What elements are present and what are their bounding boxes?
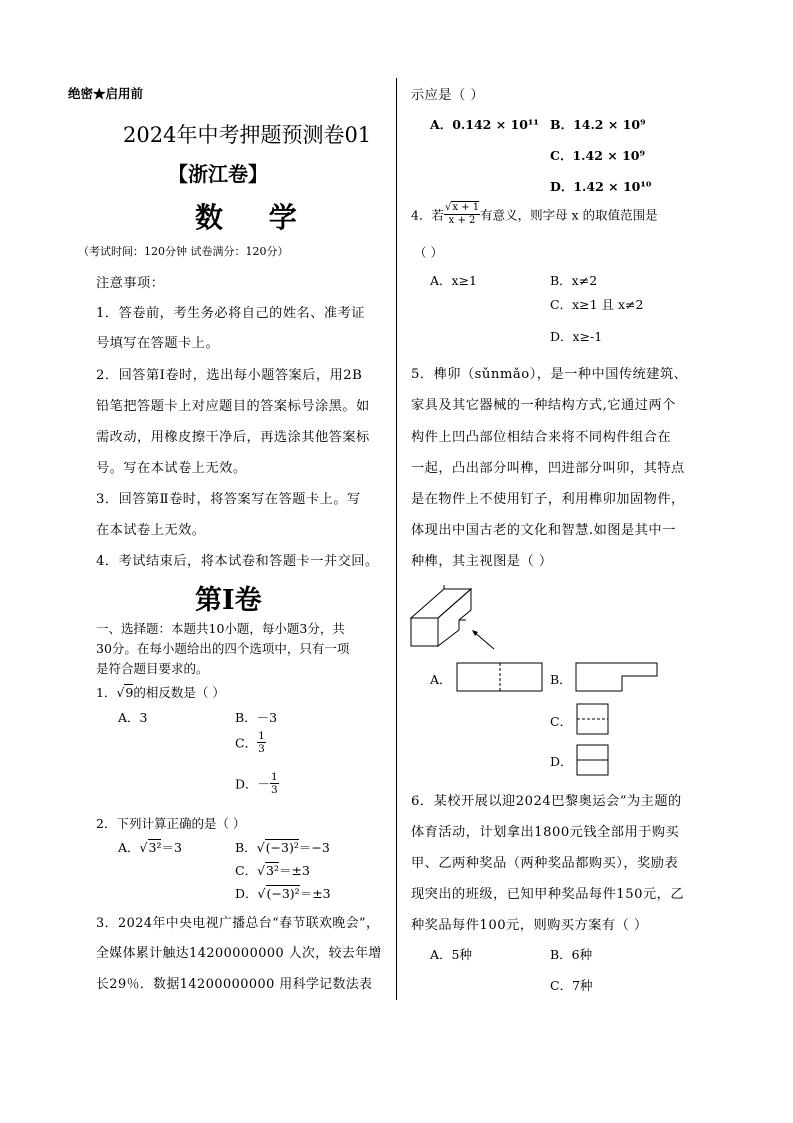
note-line: 号填写在答题卡上。 xyxy=(96,336,220,351)
section-intro-line: 一、选择题：本题共10小题，每小题3分，共 xyxy=(96,621,345,636)
column-divider xyxy=(396,78,397,1000)
section-intro-line: 30分。在每小题给出的四个选项中，只有一项 xyxy=(96,641,350,656)
note-line: 2．回答第Ⅰ卷时，选出每小题答案后，用2B xyxy=(96,368,363,383)
question-5-line: 种榫，其主视图是（ ） xyxy=(411,554,553,569)
q5-option-a-figure xyxy=(456,662,544,694)
q2-option-a[interactable]: A．√3²＝3 xyxy=(118,840,182,855)
question-3-continued: 示应是（ ） xyxy=(411,88,485,103)
q1-option-c[interactable]: C． $\frac{1}{3}$ xyxy=(235,730,265,755)
region-label: 【浙江卷】 xyxy=(168,162,268,186)
question-6-line: 现突出的班级，已知甲种奖品每件150元，乙 xyxy=(411,887,685,902)
q3-option-c[interactable]: C．1.42 × 10⁹ xyxy=(550,148,645,163)
q5-option-b-figure xyxy=(575,662,659,694)
page-title: 2024年中考押题预测卷01 xyxy=(123,123,372,147)
note-line: 在本试卷上无效。 xyxy=(96,523,206,538)
subject-title: 数 学 xyxy=(195,201,315,234)
note-line: 3．回答第Ⅱ卷时，将答案写在答题卡上。写 xyxy=(96,492,361,507)
question-3-line: 长29％．数据14200000000 用科学记数法表 xyxy=(96,977,373,992)
question-6-line: 种奖品每件100元，则购买方案有（ ） xyxy=(411,918,648,933)
question-6-line: 6．某校开展以迎2024巴黎奥运会”为主题的 xyxy=(411,794,682,809)
q5-option-d-figure xyxy=(576,744,610,778)
question-6-line: 体育活动，计划拿出1800元钱全部用于购买 xyxy=(411,825,680,840)
question-5-line: 构件上凹凸部位相结合来将不同构件组合在 xyxy=(411,430,672,445)
q5-option-d[interactable]: D． xyxy=(550,754,573,769)
q5-option-b[interactable]: B． xyxy=(550,672,572,687)
question-3-line: 3．2024年中央电视广播总台“春节联欢晚会”， xyxy=(96,916,380,931)
q6-option-b[interactable]: B．6种 xyxy=(550,947,593,962)
q5-option-c[interactable]: C． xyxy=(550,714,573,729)
q1-option-a[interactable]: A．3 xyxy=(118,710,148,725)
note-line: 4．考试结束后，将本试卷和答题卡一并交回。 xyxy=(96,554,379,569)
q3-option-a[interactable]: A．0.142 × 10¹¹ xyxy=(430,117,539,132)
question-5-line: 是在物件上不使用钉子，利用榫卯加固物件， xyxy=(411,492,685,507)
q4-option-c[interactable]: C．x≥1 且 x≠2 xyxy=(550,297,644,312)
note-line: 铅笔把答题卡上对应题目的答案标号涂黑。如 xyxy=(96,399,370,414)
pointer-arrow xyxy=(474,632,494,649)
q4-option-d[interactable]: D．x≥-1 xyxy=(550,329,603,344)
exam-info: （考试时间：120分钟 试卷满分：120分） xyxy=(78,245,289,258)
q4-option-b[interactable]: B．x≠2 xyxy=(550,273,598,288)
question-5-line: 家具及其它器械的一种结构方式,它通过两个 xyxy=(411,398,676,413)
question-2-stem: 2．下列计算正确的是（ ） xyxy=(96,816,246,831)
question-1-stem: 1．√9的相反数是（ ） xyxy=(96,685,225,700)
q3-option-d[interactable]: D．1.42 × 10¹⁰ xyxy=(550,179,652,194)
q1-option-d[interactable]: D．－ $\frac{1}{3}$ xyxy=(235,771,278,796)
q6-option-a[interactable]: A．5种 xyxy=(430,947,472,962)
q2-option-d[interactable]: D．√(−3)²＝±3 xyxy=(235,886,331,901)
question-5-line: 5．榫卯（sǔnmǎo），是一种中国传统建筑、 xyxy=(411,367,688,382)
q1-option-b[interactable]: B．－3 xyxy=(235,710,278,725)
note-line: 需改动，用橡皮擦干净后，再选涂其他答案标 xyxy=(96,430,370,445)
notes-heading: 注意事项： xyxy=(96,276,165,291)
q5-option-a[interactable]: A． xyxy=(430,672,452,687)
question-5-line: 一起，凸出部分叫榫，凹进部分叫卯，其特点 xyxy=(411,461,685,476)
section-title: 第Ⅰ卷 xyxy=(195,585,262,616)
q3-option-b[interactable]: B．14.2 × 10⁹ xyxy=(550,117,646,132)
tenon-figure xyxy=(408,580,523,660)
secret-label: 绝密★启用前 xyxy=(68,86,144,101)
q6-option-c[interactable]: C．7种 xyxy=(550,978,593,993)
question-6-line: 甲、乙两种奖品（两种奖品都购买），奖励表 xyxy=(411,856,679,871)
q2-option-c[interactable]: C．√3²＝±3 xyxy=(235,863,310,878)
q5-option-c-figure xyxy=(576,703,610,737)
question-4-paren: （ ） xyxy=(414,245,443,260)
question-4-stem: 4．若 $\frac{√x + 1}{x + 2}$ 有意义，则字母 x 的取值范围是 xyxy=(411,202,658,226)
note-line: 号。写在本试卷上无效。 xyxy=(96,461,247,476)
q4-option-a[interactable]: A．x≥1 xyxy=(430,273,478,288)
question-5-line: 体现出中国古老的文化和智慧.如图是其中一 xyxy=(411,523,676,538)
question-3-line: 全媒体累计触达14200000000 人次，较去年增 xyxy=(96,946,382,961)
section-intro-line: 是符合题目要求的。 xyxy=(96,661,209,676)
note-line: 1．答卷前，考生务必将自己的姓名、准考证 xyxy=(96,306,365,321)
q2-option-b[interactable]: B．√(−3)²＝−3 xyxy=(235,840,330,855)
